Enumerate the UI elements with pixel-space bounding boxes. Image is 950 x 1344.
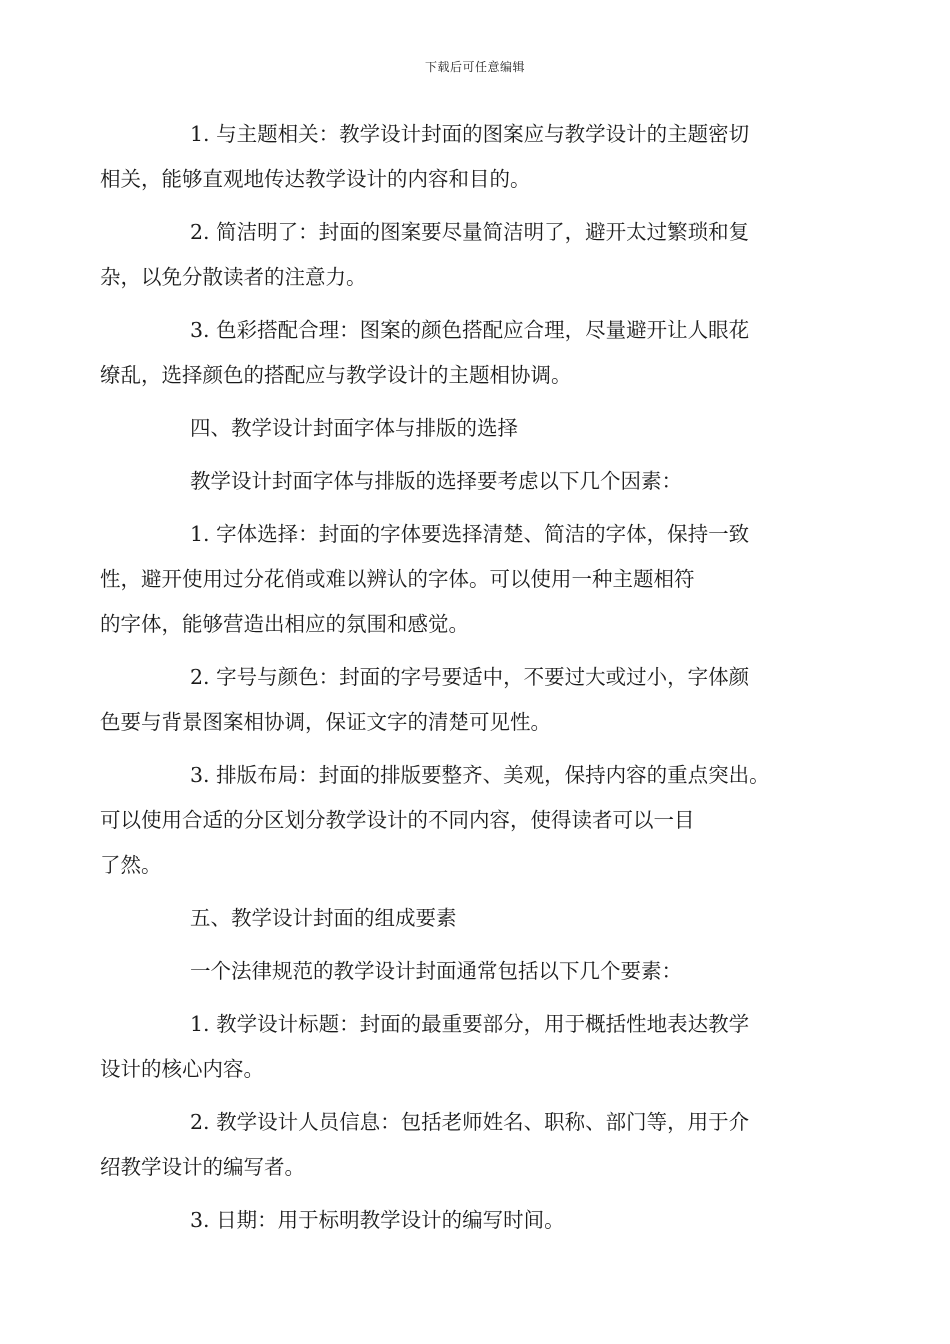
paragraph-line: 绍教学设计的编写者。 [100, 1155, 305, 1179]
section-heading-5 [145, 896, 820, 941]
paragraph-title-element [100, 1002, 820, 1092]
paragraph-font-size-color [100, 655, 820, 745]
paragraph-line: 3. 排版布局：封面的排版要整齐、美观，保持内容的重点突出。 [190, 763, 770, 787]
paragraph-line: 2. 简洁明了：封面的图案要尽量简洁明了，避开太过繁琐和复 [190, 220, 750, 244]
paragraph-line: 杂，以免分散读者的注意力。 [100, 265, 367, 289]
paragraph-line: 可以使用合适的分区划分教学设计的不同内容，使得读者可以一目 [100, 808, 695, 832]
heading-line: 四、教学设计封面字体与排版的选择 [190, 416, 518, 440]
paragraph-line: 相关，能够直观地传达教学设计的内容和目的。 [100, 167, 531, 191]
document-body [100, 112, 820, 1251]
paragraph-line: 1. 字体选择：封面的字体要选择清楚、简洁的字体，保持一致 [190, 522, 750, 546]
paragraph-line: 3. 日期：用于标明教学设计的编写时间。 [190, 1208, 565, 1232]
section-intro-5 [145, 949, 820, 994]
section-intro-4 [145, 459, 820, 504]
paragraph-designer-info [100, 1100, 820, 1190]
paragraph-line: 2. 字号与颜色：封面的字号要适中，不要过大或过小，字体颜 [190, 665, 750, 689]
paragraph-line: 的字体，能够营造出相应的氛围和感觉。 [100, 612, 469, 636]
paragraph-line: 1. 与主题相关：教学设计封面的图案应与教学设计的主题密切 [190, 122, 750, 146]
paragraph-line: 一个法律规范的教学设计封面通常包括以下几个要素： [190, 959, 682, 983]
paragraph-layout [100, 753, 820, 888]
paragraph-font-choice [100, 512, 820, 647]
paragraph-item-3 [100, 308, 820, 398]
page-header: 下载后可任意编辑 [424, 60, 525, 74]
paragraph-line: 教学设计封面字体与排版的选择要考虑以下几个因素： [190, 469, 682, 493]
paragraph-item-1 [100, 112, 820, 202]
paragraph-line: 1. 教学设计标题：封面的最重要部分，用于概括性地表达教学 [190, 1012, 750, 1036]
paragraph-line: 性，避开使用过分花俏或难以辨认的字体。可以使用一种主题相符 [100, 567, 695, 591]
paragraph-line: 设计的核心内容。 [100, 1057, 264, 1081]
paragraph-line: 缭乱，选择颜色的搭配应与教学设计的主题相协调。 [100, 363, 572, 387]
section-heading-4 [145, 406, 820, 451]
heading-line: 五、教学设计封面的组成要素 [190, 906, 457, 930]
paragraph-line: 了然。 [100, 853, 162, 877]
paragraph-date [145, 1198, 820, 1243]
paragraph-line: 3. 色彩搭配合理：图案的颜色搭配应合理，尽量避开让人眼花 [190, 318, 750, 342]
paragraph-line: 色要与背景图案相协调，保证文字的清楚可见性。 [100, 710, 551, 734]
paragraph-line: 2. 教学设计人员信息：包括老师姓名、职称、部门等，用于介 [190, 1110, 750, 1134]
paragraph-item-2 [100, 210, 820, 300]
